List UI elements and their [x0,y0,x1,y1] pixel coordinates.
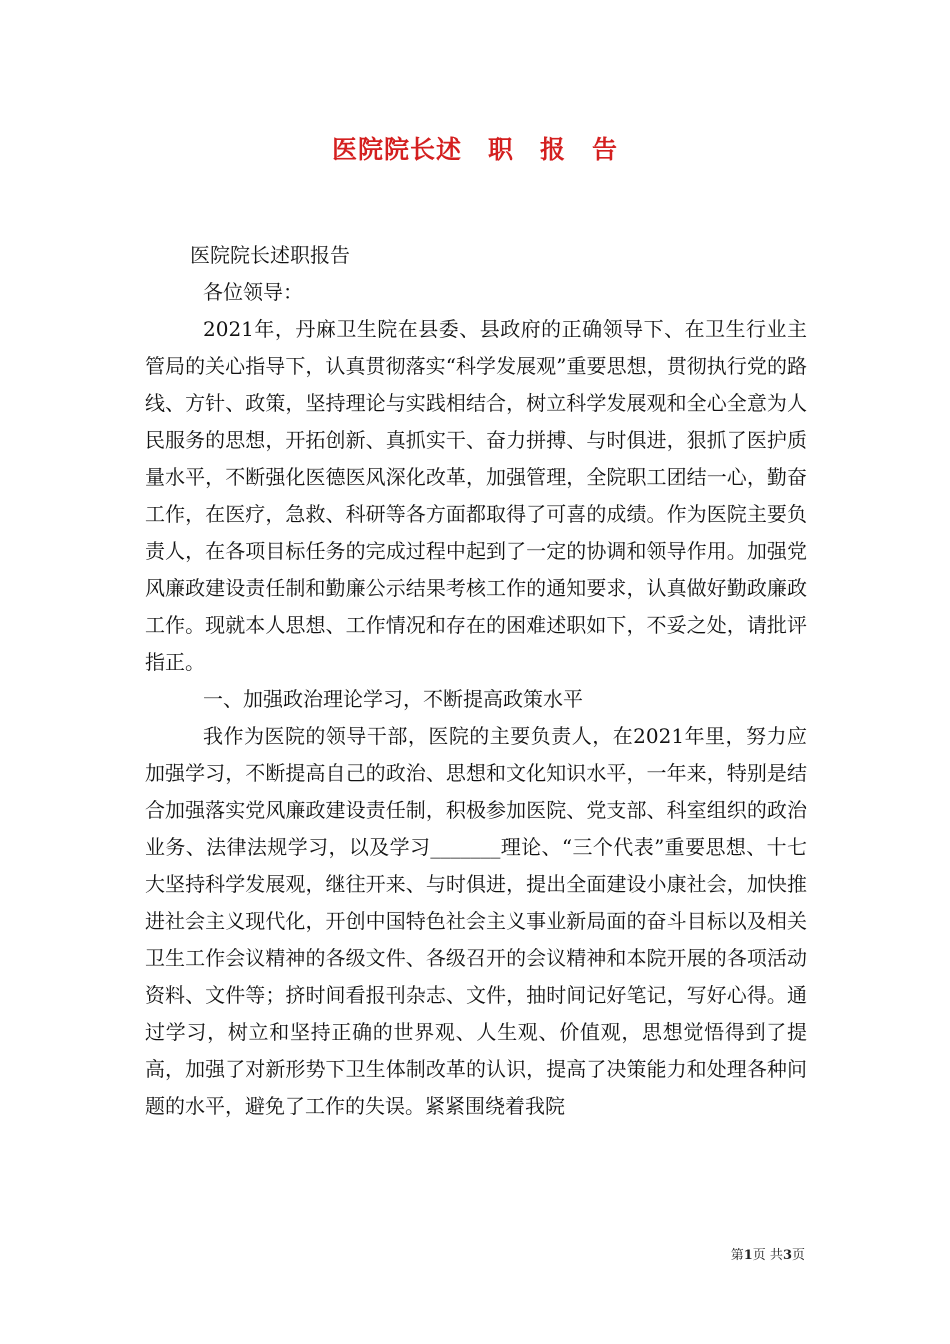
paragraph-section-body: 我作为医院的领导干部，医院的主要负责人，在2021年里，努力应加强学习，不断提高自己的政治、思想和文化知识水平，一年来，特别是结合加强落实党风廉政建设责任制，积极参加医院、党支部、科室组织的政治业务、法律法规学习，以及学习_______理论、“三个代表”重要思想、十七大坚持科学发展观，继往开来、与时俱进，提出全面建设小康社会，加快推进社会主义现代化，开创中国特色社会主义事业新局面的奋斗目标以及相关卫生工作会议精神的各级文件、各级召开的会议精神和本院开展的各项活动资料、文件等；挤时间看报刊杂志、文件，抽时间记好笔记，写好心得。通过学习，树立和坚持正确的世界观、人生观、价值观，思想觉悟得到了提高，加强了对新形势下卫生体制改革的认识，提高了决策能力和处理各种问题的水平，避免了工作的失误。紧紧围绕着我院 [145,724,807,1118]
footer-suffix: 页 [791,1248,805,1263]
document-title: 医院院长述 职 报 告 [331,135,618,164]
footer-current-page: 1 [743,1248,753,1263]
paragraph-salutation: 各位领导： [203,280,303,304]
page-number-footer [731,1244,805,1263]
paragraph-section-heading: 一、加强政治理论学习，不断提高政策水平 [203,687,583,711]
footer-middle: 页 共 [752,1248,783,1263]
document-body [145,237,807,1125]
paragraph-heading: 医院院长述职报告 [190,243,350,267]
footer-total-pages: 3 [782,1248,792,1263]
paragraph-intro: 2021年，丹麻卫生院在县委、县政府的正确领导下、在卫生行业主管局的关心指导下，认真贯彻落实“科学发展观”重要思想，贯彻执行党的路线、方针、政策，坚持理论与实践相结合，树立科学发展观和全心全意为人民服务的思想，开拓创新、真抓实干、奋力拼搏、与时俱进，狠抓了医护质量水平，不断强化医德医风深化改革，加强管理，全院职工团结一心，勤奋工作，在医疗，急救、科研等各方面都取得了可喜的成绩。作为医院主要负责人，在各项目标任务的完成过程中起到了一定的协调和领导作用。加强党风廉政建设责任制和勤廉公示结果考核工作的通知要求，认真做好勤政廉政工作。现就本人思想、工作情况和存在的困难述职如下，不妥之处，请批评指正。 [145,317,807,674]
footer-prefix: 第 [730,1248,744,1263]
